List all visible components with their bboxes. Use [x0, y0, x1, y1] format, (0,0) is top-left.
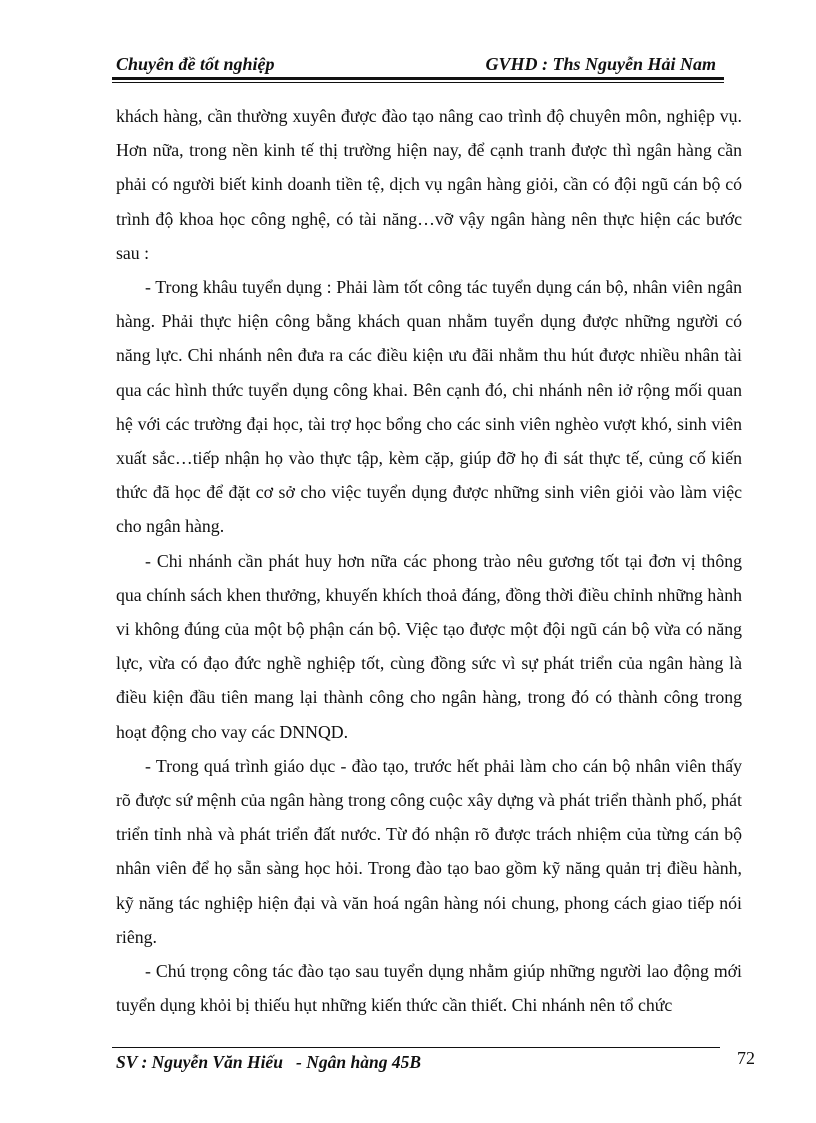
footer-rule	[112, 1047, 720, 1048]
paragraph-intro: khách hàng, cần thường xuyên được đào tạo nâng cao trình độ chuyên môn, nghiệp vụ. Hơn nữa, trong nền kinh tế thị trường hiện nay, để cạnh tranh được thì ngân hàng cần phải có người biết kinh doanh tiền tệ, dịch vụ ngân hàng giỏi, cần có đội ngũ cán bộ có trình độ khoa học công nghệ, có tài năng…vỡ vậy ngân hàng nên thực hiện các bước sau :	[116, 106, 742, 263]
body-text	[116, 99, 742, 1022]
page-number: 72	[737, 1048, 755, 1068]
header-rule-thick	[112, 77, 724, 80]
header-rule-thin	[112, 82, 724, 83]
footer-student-info: SV : Nguyễn Văn Hiếu - Ngân hàng 45B	[116, 1052, 422, 1072]
paragraph-recruitment: - Trong khâu tuyển dụng : Phải làm tốt công tác tuyển dụng cán bộ, nhân viên ngân hàng. Phải thực hiện công bằng khách quan nhằm tuyển dụng được những người có năng lực. Chi nhánh nên đưa ra các điều kiện ưu đãi nhằm thu hút được nhiều nhân tài qua các hình thức tuyển dụng công khai. Bên cạnh đó, chi nhánh nên iở rộng mối quan hệ với các trường đại học, tài trợ học bổng cho các sinh viên nghèo vượt khó, sinh viên xuất sắc…tiếp nhận họ vào thực tập, kèm cặp, giúp đỡ họ đi sát thực tế, củng cố kiến thức đã học để đặt cơ sở cho việc tuyển dụng được những sinh viên giỏi vào làm việc cho ngân hàng.	[116, 277, 742, 537]
paragraph-education-training: - Trong quá trình giáo dục - đào tạo, trước hết phải làm cho cán bộ nhân viên thấy rõ được sứ mệnh của ngân hàng trong công cuộc xây dựng và phát triển thành phố, phát triển tỉnh nhà và phát triển đất nước. Từ đó nhận rõ được trách nhiệm của từng cán bộ nhân viên để họ sẵn sàng học hỏi. Trong đào tạo bao gồm kỹ năng quản trị điều hành, kỹ năng tác nghiệp hiện đại và văn hoá ngân hàng nói chung, phong cách giao tiếp nói riêng.	[116, 755, 742, 947]
header-supervisor: GVHD : Ths Nguyễn Hải Nam	[485, 54, 716, 74]
paragraph-post-recruitment-training: - Chú trọng công tác đào tạo sau tuyển dụng nhằm giúp những người lao động mới tuyển dụng khỏi bị thiếu hụt những kiến thức cần thiết. Chi nhánh nên tổ chức	[116, 961, 742, 1016]
page-header	[112, 52, 724, 78]
paragraph-emulation: - Chi nhánh cần phát huy hơn nữa các phong trào nêu gương tốt tại đơn vị thông qua chính sách khen thưởng, khuyến khích thoả đáng, đồng thời điều chỉnh những hành vi không đúng của một bộ phận cán bộ. Việc tạo được một đội ngũ cán bộ vừa có năng lực, vừa có đạo đức nghề nghiệp tốt, cùng đồng sức vì sự phát triển của ngân hàng là điều kiện đầu tiên mang lại thành công cho ngân hàng, trong đó có thành công trong hoạt động cho vay các DNNQD.	[116, 550, 742, 742]
header-document-title: Chuyên đề tốt nghiệp	[116, 54, 275, 74]
